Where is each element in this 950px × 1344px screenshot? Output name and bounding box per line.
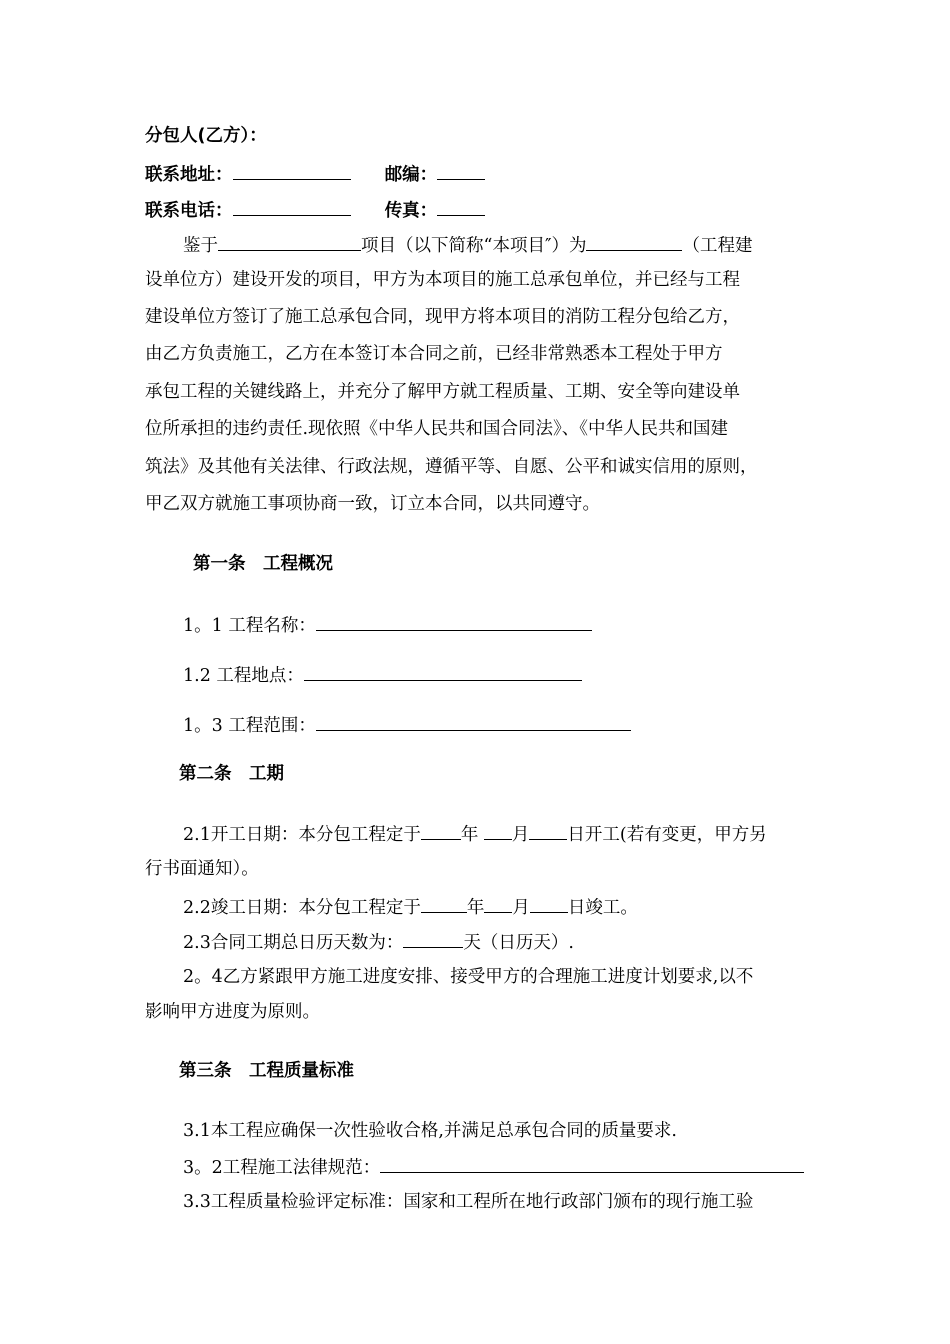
completion-date-row: 2.2竣工日期：本分包工程定于 年 月 日竣工。 — [183, 894, 638, 920]
regulations-blank — [380, 1154, 804, 1173]
preamble-line-3: 建设单位方签订了施工总承包合同，现甲方将本项目的消防工程分包给乙方， — [145, 307, 740, 327]
project-scope-row: 1。3 工程范围： — [183, 712, 631, 738]
preamble-line-5: 承包工程的关键线路上，并充分了解甲方就工程质量、工期、安全等向建设单 — [145, 382, 740, 402]
regulations-row: 3。2工程施工法律规范： — [183, 1154, 804, 1180]
preamble-line-7: 筑法》及其他有关法律、行政法规，遵循平等、自愿、公平和诚实信用的原则， — [145, 457, 758, 477]
start-year-blank — [421, 821, 461, 840]
start-month-blank — [484, 821, 512, 840]
duration-row: 2.3合同工期总日历天数为： 天（日历天）. — [183, 929, 574, 955]
project-name-field-blank — [316, 612, 592, 631]
start-day-blank — [529, 821, 567, 840]
project-scope-blank — [316, 712, 631, 731]
end-year-blank — [421, 894, 467, 913]
preamble-line-4: 由乙方负责施工，乙方在本签订本合同之前，已经非常熟悉本工程处于甲方 — [145, 344, 723, 364]
project-location-blank — [304, 662, 582, 681]
schedule-row: 2。4乙方紧跟甲方施工进度安排、接受甲方的合理施工进度计划要求,以不 — [183, 967, 754, 987]
preamble-line-2: 设单位方）建设开发的项目，甲方为本项目的施工总承包单位，并已经与工程 — [145, 270, 740, 290]
project-name-row: 1。1 工程名称： — [183, 612, 592, 638]
preamble-line-1: 鉴于 项目（以下简称“本项目″）为 （工程建 — [183, 232, 752, 258]
address-label: 联系地址： — [145, 165, 233, 185]
address-blank — [233, 161, 351, 180]
phone-label: 联系电话： — [145, 201, 233, 221]
project-name-blank — [218, 232, 361, 251]
article-1-heading: 第一条 工程概况 — [193, 554, 333, 574]
owner-blank — [586, 232, 682, 251]
article-3-heading: 第三条 工程质量标准 — [179, 1061, 354, 1081]
fax-blank — [437, 197, 485, 216]
duration-blank — [403, 929, 463, 948]
phone-blank — [233, 197, 351, 216]
schedule-cont: 影响甲方进度为原则。 — [145, 1002, 320, 1022]
party-b-title: 分包人(乙方）： — [145, 126, 267, 146]
start-date-row: 2.1开工日期：本分包工程定于 年 月 日开工(若有变更，甲方另 — [183, 821, 767, 847]
start-date-cont: 行书面通知）。 — [145, 859, 259, 879]
inspection-standard-row: 3.3工程质量检验评定标准：国家和工程所在地行政部门颁布的现行施工验 — [183, 1192, 754, 1212]
project-location-row: 1.2 工程地点： — [183, 662, 582, 688]
article-2-heading: 第二条 工期 — [179, 764, 284, 784]
address-row — [145, 161, 485, 187]
end-month-blank — [484, 894, 512, 913]
phone-row — [145, 197, 485, 223]
fax-label: 传真： — [384, 201, 438, 221]
postcode-label: 邮编： — [384, 165, 438, 185]
end-day-blank — [530, 894, 568, 913]
preamble-line-6: 位所承担的违约责任.现依照《中华人民共和国合同法》、《中华人民共和国建 — [145, 419, 729, 439]
postcode-blank — [437, 161, 485, 180]
preamble-line-8: 甲乙双方就施工事项协商一致，订立本合同，以共同遵守。 — [145, 494, 600, 514]
quality-acceptance-row: 3.1本工程应确保一次性验收合格,并满足总承包合同的质量要求. — [183, 1121, 677, 1141]
